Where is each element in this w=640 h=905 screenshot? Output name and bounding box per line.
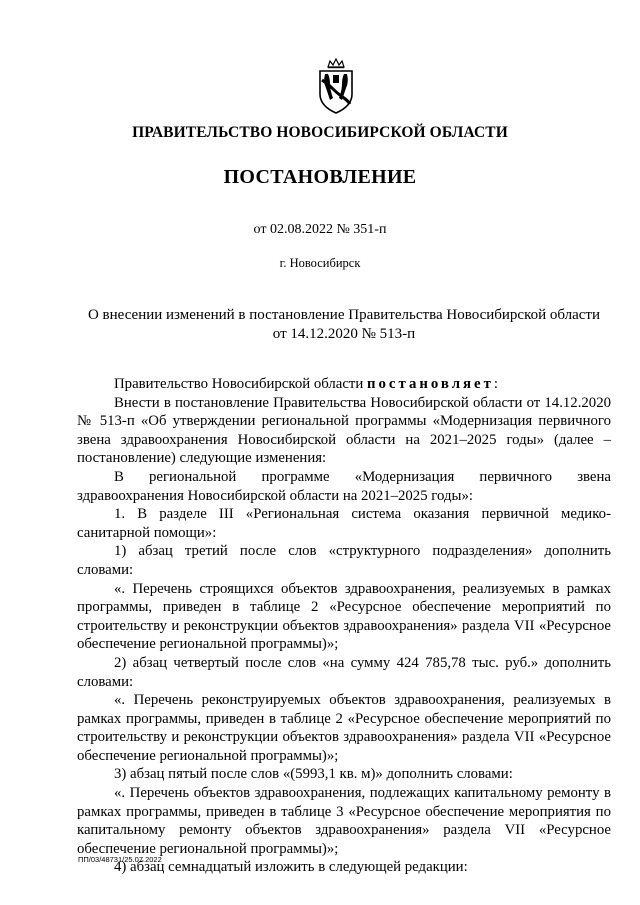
document-city: г. Новосибирск (279, 256, 361, 270)
body-paragraph: Внести в постановление Правительства Новосибирской области от 14.12.2020 № 513-п «Об утверждении региональной программы «Модернизация первичного звена здравоохранения Новосибирской области на 2021–2025 годы» (далее – постановление) следующие изменения: (77, 394, 611, 467)
document-subject (74, 306, 614, 344)
body-paragraph: «. Перечень реконструируемых объектов здравоохранения, реализуемых в рамках программы, приведен в таблице 2 «Ресурсное обеспечение мероприятий по строительству и реконструкции объектов здравоохранения» раздела VII «Ресурсное обеспечение региональной программы)»; (77, 692, 611, 764)
resolution-keyword: постановляет (367, 376, 494, 392)
body-paragraph: 2) абзац четвертый после слов «на сумму 424 785,78 тыс. руб.» дополнить словами: (77, 654, 611, 690)
body-paragraph: «. Перечень объектов здравоохранения, подлежащих капитальному ремонту в рамках программы, приведен в таблице 3 «Ресурсное обеспечение мероприятия по капитальному ремонту объектов здравоохранения» раздела VII «Ресурсное обеспечение региональной программы)»; (77, 785, 611, 857)
resolution-intro (77, 375, 611, 394)
document-type-title: ПОСТАНОВЛЕНИЕ (223, 166, 417, 188)
subject-line: от 14.12.2020 № 513-п (272, 326, 416, 342)
government-title: ПРАВИТЕЛЬСТВО НОВОСИБИРСКОЙ ОБЛАСТИ (132, 124, 508, 141)
intro-colon: : (493, 376, 498, 392)
body-paragraph: В региональной программе «Модернизация первичного звена здравоохранения Новосибирской области на 2021–2025 годы»: (77, 468, 611, 504)
coat-of-arms-icon (316, 58, 356, 116)
body-paragraph: «. Перечень строящихся объектов здравоохранения, реализуемых в рамках программы, приведен в таблице 2 «Ресурсное обеспечение мероприятий по строительству и реконструкции объектов здравоохранения» раздела VII «Ресурсное обеспечение региональной программы)»; (77, 580, 611, 653)
intro-text: Правительство Новосибирской области (114, 376, 367, 392)
document-footer-code: ПП/03/48731/25.07.2022 (78, 855, 162, 864)
body-paragraph: 4) абзац семнадцатый изложить в следующей редакции: (114, 859, 468, 876)
body-paragraph: 1) абзац третий после слов «структурного подразделения» дополнить словами: (77, 543, 611, 578)
body-paragraph: 1. В разделе III «Региональная система оказания первичной медико-санитарной помощи»: (77, 506, 611, 541)
subject-line: О внесении изменений в постановление Правительства Новосибирской области (87, 307, 601, 323)
body-paragraph: 3) абзац пятый после слов «(5993,1 кв. м)» дополнить словами: (114, 766, 513, 783)
document-body (77, 375, 611, 877)
document-date-number: от 02.08.2022 № 351-п (253, 222, 387, 237)
